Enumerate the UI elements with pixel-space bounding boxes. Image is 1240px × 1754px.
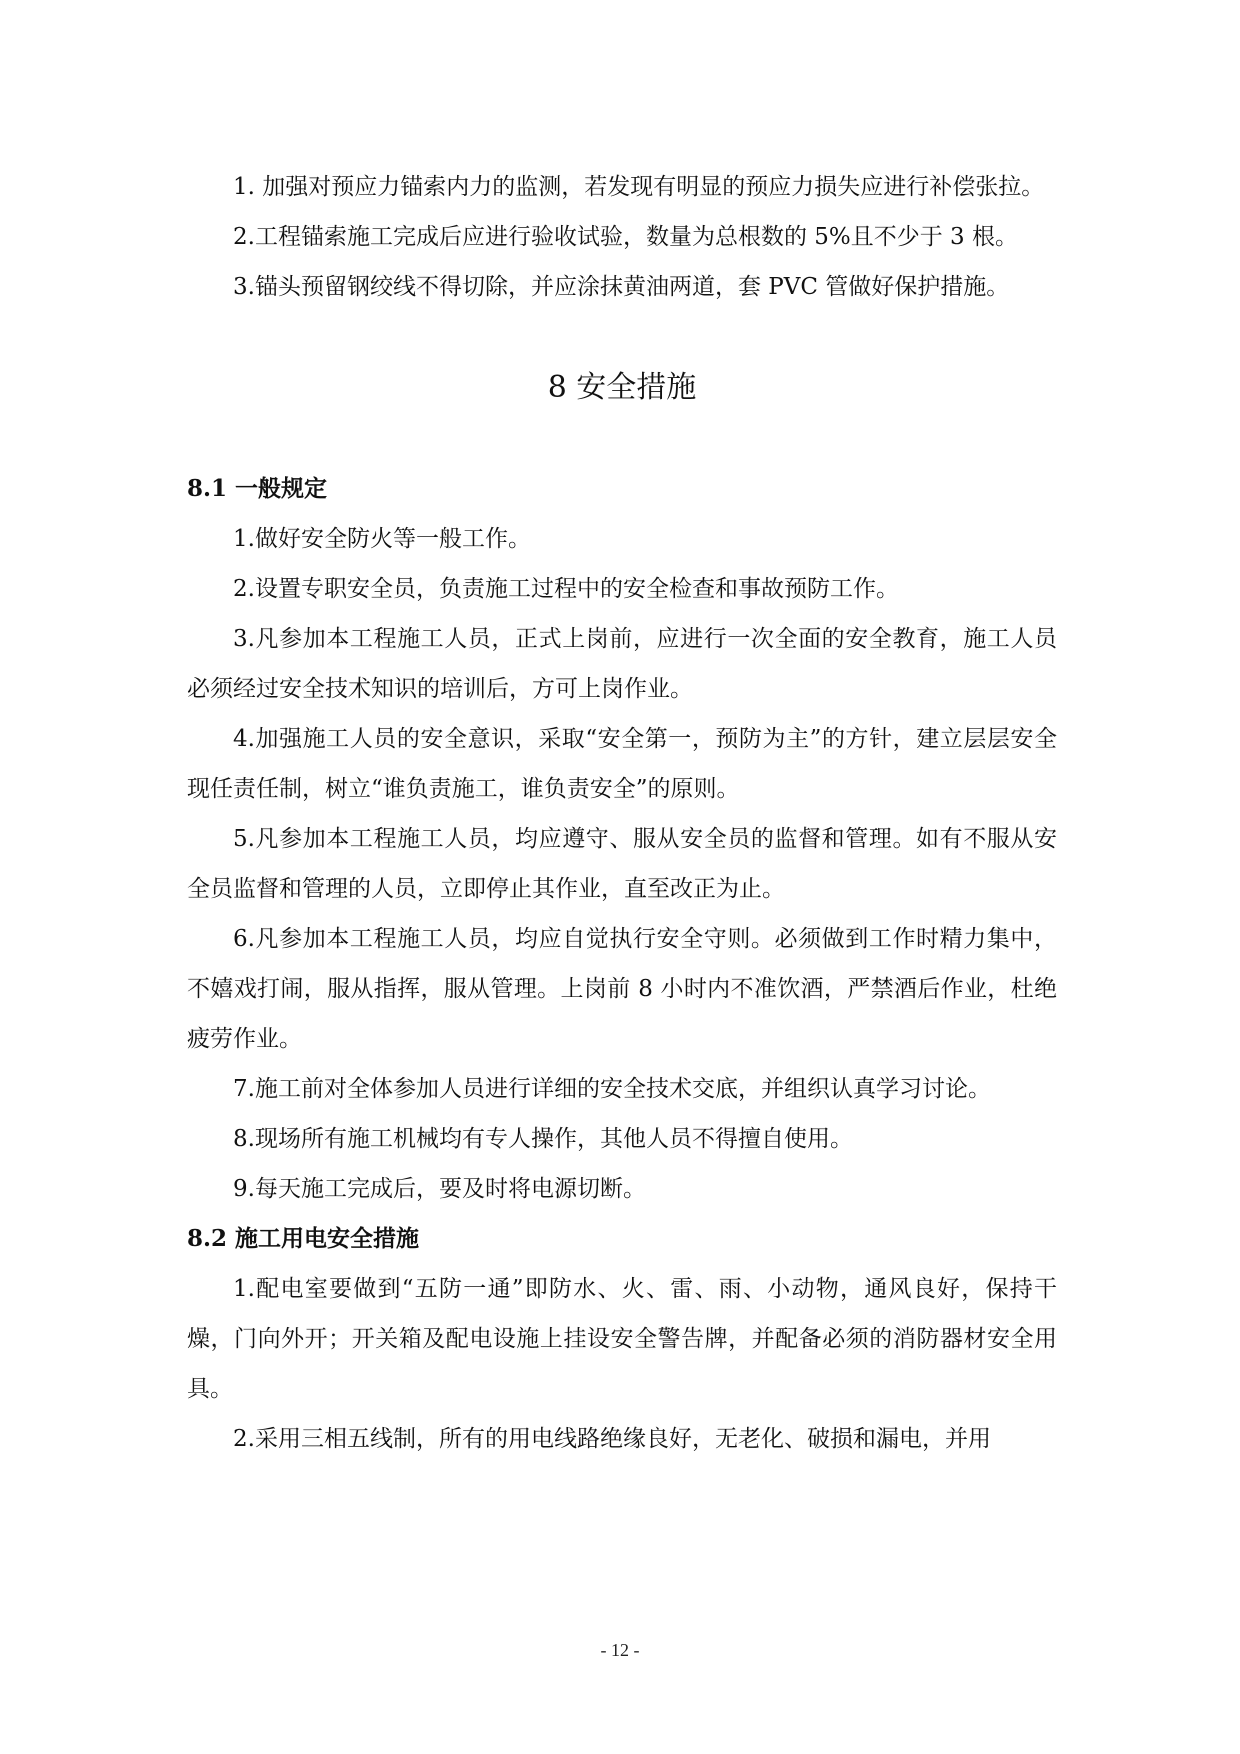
rule-item-2: 2.设置专职安全员，负责施工过程中的安全检查和事故预防工作。 [233,576,899,602]
rule-item-8: 8.现场所有施工机械均有专人操作，其他人员不得擅自使用。 [233,1126,853,1152]
page-number: - 12 - [600,1640,640,1660]
page-content [187,162,1057,1464]
intro-item-1: 1. 加强对预应力锚索内力的监测，若发现有明显的预应力损失应进行补偿张拉。 [233,174,1045,200]
intro-item-3: 3.锚头预留钢绞线不得切除，并应涂抹黄油两道，套 PVC 管做好保护措施。 [233,274,1010,300]
rule-item-3: 3.凡参加本工程施工人员，正式上岗前，应进行一次全面的安全教育，施工人员必须经过安全技术知识的培训后，方可上岗作业。 [187,626,1057,702]
rule-item-5: 5.凡参加本工程施工人员，均应遵守、服从安全员的监督和管理。如有不服从安全员监督和管理的人员，立即停止其作业，直至改正为止。 [187,826,1057,902]
rule-item-7: 7.施工前对全体参加人员进行详细的安全技术交底，并组织认真学习讨论。 [233,1076,991,1102]
rule-item-9: 9.每天施工完成后，要及时将电源切断。 [233,1176,646,1202]
rule-item-6: 6.凡参加本工程施工人员，均应自觉执行安全守则。必须做到工作时精力集中，不嬉戏打闹，服从指挥，服从管理。上岗前 8 小时内不准饮酒，严禁酒后作业，杜绝疲劳作业。 [187,926,1057,1052]
electric-item-1: 1.配电室要做到“五防一通”即防水、火、雷、雨、小动物，通风良好，保持干燥，门向外开；开关箱及配电设施上挂设安全警告牌，并配备必须的消防器材安全用具。 [187,1276,1057,1402]
electric-item-2: 2.采用三相五线制，所有的用电线路绝缘良好，无老化、破损和漏电，并用 [233,1426,991,1452]
rule-item-1: 1.做好安全防火等一般工作。 [233,526,531,552]
subsection-heading-8-1: 8.1 一般规定 [187,475,328,502]
intro-item-2: 2.工程锚索施工完成后应进行验收试验，数量为总根数的 5%且不少于 3 根。 [233,224,1018,250]
section-title: 8 安全措施 [547,370,697,405]
rule-item-4: 4.加强施工人员的安全意识，采取“安全第一，预防为主”的方针，建立层层安全现任责任制，树立“谁负责施工，谁负责安全”的原则。 [187,726,1057,802]
subsection-heading-8-2: 8.2 施工用电安全措施 [187,1225,420,1252]
